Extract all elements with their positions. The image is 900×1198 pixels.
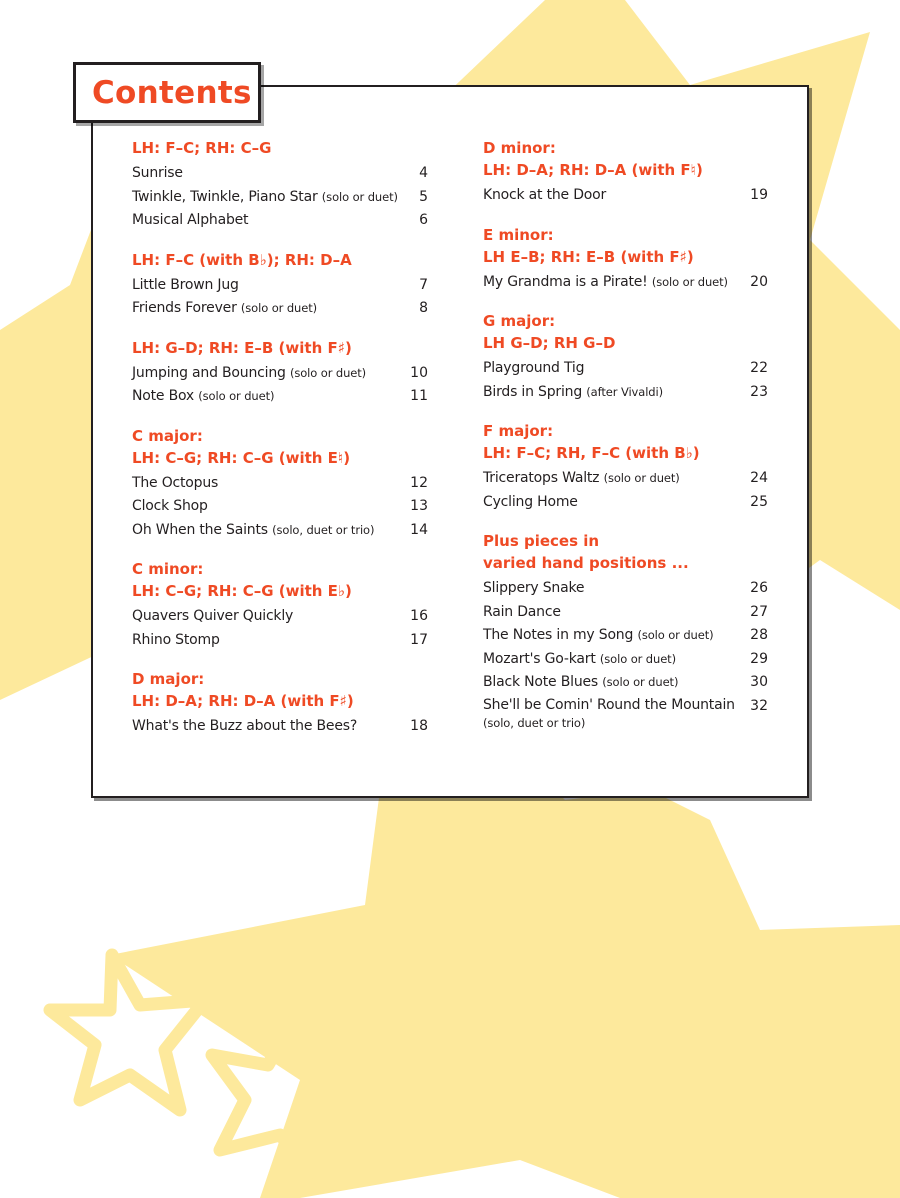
section-heading-line: LH: D–A; RH: D–A (with F♮) <box>483 161 703 179</box>
entry-title <box>483 381 663 405</box>
contents-entry[interactable] <box>483 601 768 625</box>
contents-entry[interactable] <box>132 209 428 233</box>
contents-column-left <box>132 137 428 755</box>
entry-title <box>483 648 676 672</box>
section-heading-line: D minor: <box>483 139 556 157</box>
entry-title-text: The Notes in my Song <box>483 627 634 643</box>
entry-title-text: Jumping and Bouncing <box>132 364 286 381</box>
section-heading <box>483 137 768 181</box>
entry-title-text: Knock at the Door <box>483 187 607 203</box>
section-heading <box>483 224 768 268</box>
contents-entry[interactable] <box>132 519 428 543</box>
entry-title <box>483 467 680 491</box>
contents-section <box>483 530 768 731</box>
section-heading <box>483 420 768 464</box>
entry-title-text: Mozart's Go-kart <box>483 650 596 667</box>
entry-page-number: 25 <box>750 493 768 510</box>
section-heading-line: varied hand positions ... <box>483 554 689 572</box>
entry-note: (solo or duet) <box>289 365 367 380</box>
section-heading <box>132 425 428 469</box>
section-heading-line: LH: F–C; RH, F–C (with B♭) <box>483 444 700 462</box>
entry-page-number: 23 <box>750 383 768 400</box>
entry-page-number: 11 <box>410 388 428 404</box>
entry-title <box>132 495 208 519</box>
contents-section <box>132 249 428 321</box>
contents-entry[interactable] <box>483 491 768 515</box>
contents-entry[interactable] <box>132 274 428 298</box>
section-heading <box>483 310 768 354</box>
contents-section <box>483 420 768 514</box>
entry-title <box>132 629 220 653</box>
entry-page-number: 28 <box>750 627 768 643</box>
contents-entry[interactable] <box>132 629 428 653</box>
entry-title-text: Slippery Snake <box>483 580 585 596</box>
entry-title-text: The Octopus <box>132 474 219 491</box>
entry-page-number: 18 <box>410 718 428 734</box>
entry-title-text: Cycling Home <box>483 493 578 510</box>
entry-title-text: She'll be Comin' Round the Mountain <box>483 696 735 713</box>
contents-entry[interactable] <box>483 357 768 381</box>
section-heading-line: G major: <box>483 312 556 330</box>
entry-title <box>132 274 239 298</box>
entry-title-text: Rain Dance <box>483 603 561 620</box>
contents-entry[interactable] <box>483 671 768 695</box>
entry-page-number: 29 <box>750 650 768 667</box>
section-heading-line: LH: D–A; RH: D–A (with F♯) <box>132 692 354 710</box>
section-heading-line: LH G–D; RH G–D <box>483 334 616 352</box>
entry-page-number: 26 <box>750 580 768 596</box>
entry-title <box>483 624 714 648</box>
section-heading <box>132 137 428 159</box>
entry-note: (solo, duet or trio) <box>483 715 586 730</box>
entry-page-number: 22 <box>750 360 768 376</box>
page-title: Contents <box>92 75 252 111</box>
section-heading-line: LH: G–D; RH: E–B (with F♯) <box>132 338 352 357</box>
contents-entry[interactable] <box>483 184 768 208</box>
entry-title <box>483 184 606 208</box>
contents-entry[interactable] <box>132 472 428 496</box>
entry-page-number: 6 <box>419 212 428 228</box>
entry-page-number: 24 <box>750 470 768 486</box>
contents-entry[interactable] <box>483 381 768 405</box>
entry-title <box>483 601 561 625</box>
contents-section <box>132 558 428 652</box>
entry-title <box>132 385 274 409</box>
entry-page-number: 16 <box>410 608 428 624</box>
section-heading <box>132 668 428 712</box>
section-heading <box>132 249 428 271</box>
entry-title-text: Sunrise <box>132 165 183 181</box>
entry-page-number: 30 <box>750 674 768 690</box>
contents-section <box>483 137 768 208</box>
entry-page-number: 19 <box>750 187 768 203</box>
contents-entry[interactable] <box>132 186 428 210</box>
entry-page-number: 8 <box>419 300 428 316</box>
contents-entry[interactable] <box>483 695 768 731</box>
entry-title <box>132 519 374 543</box>
contents-section <box>483 224 768 295</box>
section-heading-line: Plus pieces in <box>483 532 600 550</box>
section-heading-line: D major: <box>132 670 205 688</box>
entry-title <box>132 715 357 739</box>
entry-title <box>483 357 584 381</box>
contents-entry[interactable] <box>483 577 768 601</box>
section-heading-line: LH E–B; RH: E–B (with F♯) <box>483 247 694 266</box>
entry-page-number: 7 <box>419 276 428 293</box>
entry-note: (solo or duet) <box>603 471 680 485</box>
entry-page-number: 5 <box>419 188 428 205</box>
entry-note: (solo or duet) <box>602 675 679 689</box>
entry-title <box>132 209 248 233</box>
section-heading-line: C major: <box>132 426 203 445</box>
entry-title-text: Clock Shop <box>132 498 208 514</box>
entry-title <box>132 472 218 496</box>
contents-entry[interactable] <box>483 467 768 491</box>
entry-page-number: 10 <box>410 364 428 381</box>
contents-entry[interactable] <box>132 385 428 409</box>
entry-page-number: 17 <box>410 631 428 648</box>
section-heading-line: LH: C–G; RH: C–G (with E♭) <box>132 582 352 600</box>
section-heading-line: F major: <box>483 422 554 440</box>
entry-note: (solo or duet) <box>599 651 676 666</box>
entry-page-number: 4 <box>419 165 428 181</box>
contents-entry[interactable] <box>132 162 428 186</box>
title-box <box>73 62 261 123</box>
entry-title-text: Oh When the Saints <box>132 521 268 538</box>
entry-title-text: My Grandma is a Pirate! <box>483 273 648 290</box>
entry-title <box>132 186 398 210</box>
section-heading <box>483 530 768 574</box>
entry-note: (solo or duet) <box>198 389 275 403</box>
entry-note: (after Vivaldi) <box>586 384 663 399</box>
contents-column-right <box>483 137 768 747</box>
section-heading <box>132 558 428 602</box>
contents-entry[interactable] <box>132 495 428 519</box>
entry-title-text: Triceratops Waltz <box>483 470 600 486</box>
entry-title <box>132 362 366 386</box>
section-heading-line: E minor: <box>483 225 554 244</box>
entry-title-text: Rhino Stomp <box>132 631 220 648</box>
entry-page-number: 20 <box>750 273 768 290</box>
contents-entry[interactable] <box>132 362 428 386</box>
entry-title <box>132 162 183 186</box>
entry-page-number: 27 <box>750 603 768 620</box>
entry-title <box>483 695 735 731</box>
entry-title-text: Note Box <box>132 388 195 404</box>
contents-section <box>132 668 428 739</box>
entry-note: (solo or duet) <box>240 301 317 315</box>
entry-title-text: Playground Tig <box>483 360 585 376</box>
entry-note: (solo or duet) <box>637 628 714 642</box>
entry-title-text: Twinkle, Twinkle, Piano Star <box>132 188 318 205</box>
entry-title <box>483 271 728 295</box>
contents-section <box>483 310 768 404</box>
contents-entry[interactable] <box>132 297 428 321</box>
entry-page-number: 12 <box>410 474 428 491</box>
contents-section <box>132 425 428 543</box>
entry-title <box>132 605 293 629</box>
entry-title <box>483 491 578 515</box>
contents-entry[interactable] <box>132 605 428 629</box>
section-heading-line: LH: F–C (with B♭); RH: D–A <box>132 250 352 269</box>
entry-title-text: Little Brown Jug <box>132 276 239 293</box>
section-heading-line: LH: C–G; RH: C–G (with E♮) <box>132 448 351 467</box>
entry-title-text: Quavers Quiver Quickly <box>132 608 294 624</box>
entry-note: (solo or duet) <box>651 274 728 289</box>
entry-title <box>132 297 317 321</box>
contents-section <box>132 137 428 233</box>
entry-title-text: Birds in Spring <box>483 383 583 400</box>
contents-entry[interactable] <box>483 271 768 295</box>
entry-page-number: 14 <box>410 521 428 538</box>
entry-title-text: What's the Buzz about the Bees? <box>132 718 358 734</box>
section-heading-line: C minor: <box>132 560 204 578</box>
entry-note: (solo, duet or trio) <box>272 522 375 537</box>
section-heading <box>132 337 428 359</box>
entry-title <box>483 577 584 601</box>
section-heading-line: LH: F–C; RH: C–G <box>132 139 272 157</box>
contents-entry[interactable] <box>132 715 428 739</box>
contents-section <box>132 337 428 409</box>
entry-title <box>483 671 678 695</box>
entry-page-number: 13 <box>410 498 428 514</box>
entry-title-text: Black Note Blues <box>483 674 598 690</box>
entry-title-text: Musical Alphabet <box>132 212 249 228</box>
contents-entry[interactable] <box>483 648 768 672</box>
entry-title-text: Friends Forever <box>132 300 237 316</box>
contents-entry[interactable] <box>483 624 768 648</box>
entry-page-number: 32 <box>750 697 768 714</box>
entry-note: (solo or duet) <box>321 189 398 204</box>
